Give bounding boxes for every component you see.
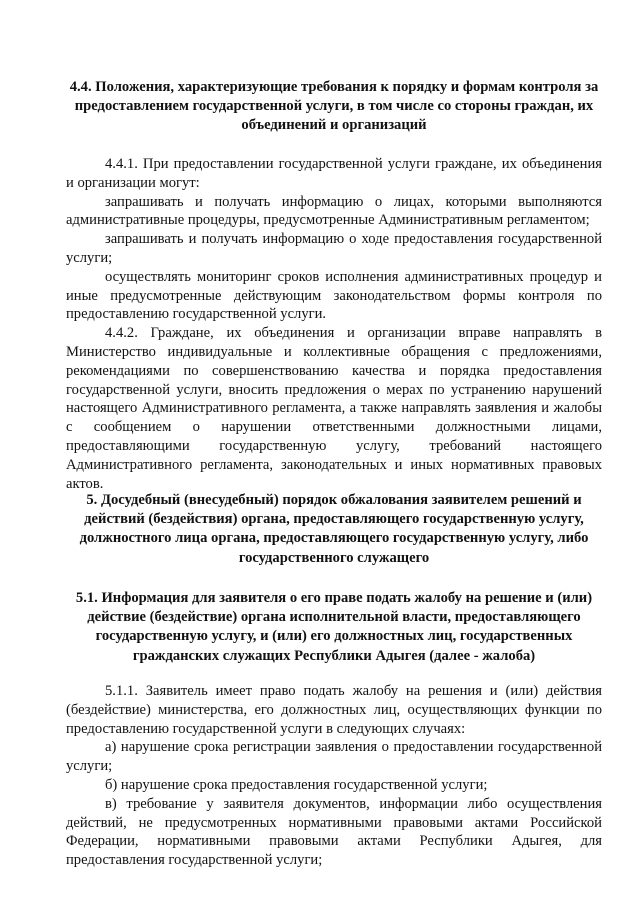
section-5-heading: 5. Досудебный (внесудебный) порядок обжалования заявителем решений и действий (бездействия) органа, предоставляющего государственную услугу, должностного лица органа, предоставляющего государственную услугу, либо государственного служащего <box>79 492 589 566</box>
paragraph-4-4-1: 4.4.1. При предоставлении государственной услуги граждане, их объединения и организации могут: <box>66 156 602 191</box>
section-5-1-body <box>66 682 602 870</box>
paragraph-5-1-1: 5.1.1. Заявитель имеет право подать жалобу на решения и (или) действия (бездействие) министерства, его должностных лиц, осуществляющих функции по предоставлению государственной услуги в следующих случаях: <box>66 683 602 737</box>
section-4-4-body <box>66 155 602 493</box>
list-item-request-info-progress: запрашивать и получать информацию о ходе предоставления государственной услуги; <box>66 231 602 266</box>
section-4-4-heading: 4.4. Положения, характеризующие требования к порядку и формам контроля за предоставлением государственной услуги, в том числе со стороны граждан, их объединений и организаций <box>69 79 599 134</box>
list-item-monitoring: осуществлять мониторинг сроков исполнения административных процедур и иные предусмотренные действующим законодательством формы контроля по предоставлению государственной услуги. <box>66 268 602 323</box>
list-item-request-info-persons: запрашивать и получать информацию о лицах, которыми выполняются административные процедуры, предусмотренные Административным регламентом; <box>66 193 602 229</box>
list-item-a: а) нарушение срока регистрации заявления о предоставлении государственной услуги; <box>66 739 602 775</box>
list-item-b: б) нарушение срока предоставления государственной услуги; <box>105 776 488 793</box>
list-item-v: в) требование у заявителя документов, информации либо осуществления действий, не предусмотренных нормативными правовыми актами Российской Федерации, нормативными правовыми актами Республики Адыгея, для предоставления государственной услуги; <box>66 795 602 869</box>
paragraph-4-4-2: 4.4.2. Граждане, их объединения и организации вправе направлять в Министерство индивидуальные и коллективные обращения с предложениями, рекомендациями по совершенствованию качества и порядка предоставления государственной услуги, вносить предложения о мерах по устранению нарушений настоящего Административного регламента, а также направлять заявления и жалобы с сообщением о нарушении ответственными должностными лицами, предоставляющими государственную услугу, требований настоящего Административного регламента, законодательных и иных нормативных правовых актов. <box>66 325 602 492</box>
section-5-1-heading: 5.1. Информация для заявителя о его праве подать жалобу на решение и (или) действие (бездействие) органа исполнительной власти, предоставляющего государственную услугу, и (или) его должностных лиц, государственных гражданских служащих Республики Адыгея (далее - жалоба) <box>75 590 593 664</box>
